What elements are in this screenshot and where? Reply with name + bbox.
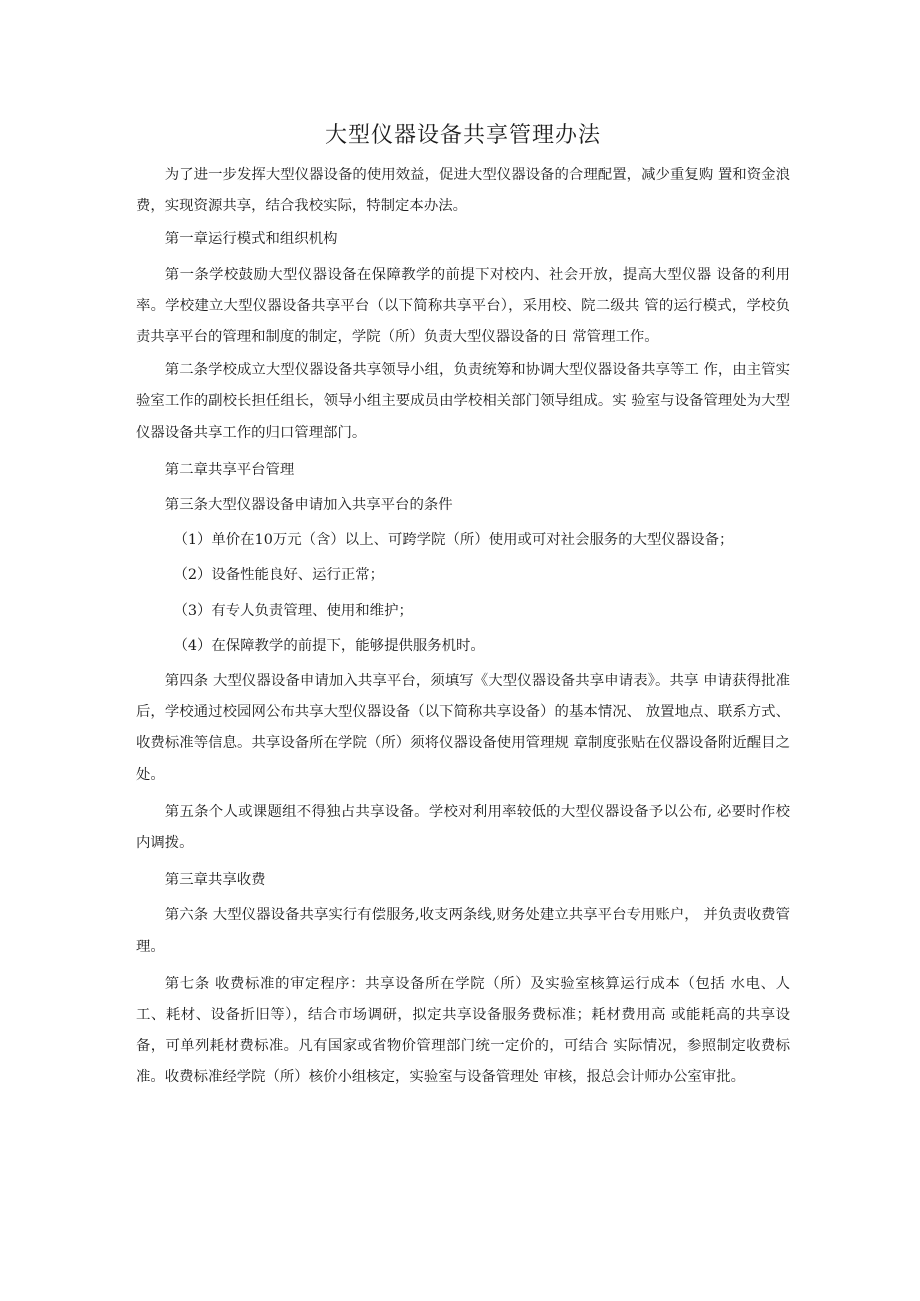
article-3: 第三条大型仪器设备申请加入共享平台的条件 bbox=[164, 497, 453, 514]
article-4: 第四条 大型仪器设备申请加入共享平台，须填写《大型仪器设备共享申请表》。共享 申请获得批准后，学校通过校园网公布共享大型仪器设备（以下简称共享设备）的基本情况、 放置地点、联系方式、收费标准等信息。共享设备所在学院（所）须将仪器设备使用管理规 章制度张贴在仪器设备附近醒目之处。 bbox=[136, 673, 790, 783]
article-3-item: （4）在保障教学的前提下，能够提供服务机时。 bbox=[173, 637, 485, 654]
article-3-item: （1）单价在10万元（含）以上、可跨学院（所）使用或可对社会服务的大型仪器设备； bbox=[173, 532, 734, 549]
article-2: 第二条学校成立大型仪器设备共享领导小组，负责统筹和协调大型仪器设备共享等工 作，由主管实验室工作的副校长担任组长，领导小组主要成员由学校相关部门领导组成。实 验室与设备管理处为大型仪器设备共享工作的归口管理部门。 bbox=[136, 362, 790, 441]
intro-paragraph: 为了进一步发挥大型仪器设备的使用效益，促进大型仪器设备的合理配置，减少重复购 置和资金浪费，实现资源共享，结合我校实际，特制定本办法。 bbox=[136, 167, 790, 215]
article-5: 第五条个人或课题组不得独占共享设备。学校对利用率较低的大型仪器设备予以公布, 必要时作校内调拨。 bbox=[136, 803, 790, 852]
article-3-item: （3）有专人负责管理、使用和维护； bbox=[173, 602, 413, 619]
chapter-3-heading: 第三章共享收费 bbox=[164, 872, 266, 889]
article-3-item: （2）设备性能良好、运行正常； bbox=[173, 567, 385, 584]
document-page bbox=[136, 118, 790, 1096]
article-1: 第一条学校鼓励大型仪器设备在保障教学的前提下对校内、社会开放，提高大型仪器 设备的利用率。学校建立大型仪器设备共享平台（以下简称共享平台），采用校、院二级共 管的运行模式，学校负责共享平台的管理和制度的制定，学院（所）负责大型仪器设备的日 常管理工作。 bbox=[136, 266, 790, 346]
chapter-2-heading: 第二章共享平台管理 bbox=[164, 461, 295, 478]
document-title: 大型仪器设备共享管理办法 bbox=[324, 123, 601, 148]
chapter-1-heading: 第一章运行模式和组织机构 bbox=[164, 231, 338, 248]
article-6: 第六条 大型仪器设备共享实行有偿服务,收支两条线,财务处建立共享平台专用账户， 并负责收费管理。 bbox=[136, 907, 790, 955]
article-7: 第七条 收费标准的审定程序：共享设备所在学院（所）及实验室核算运行成本（包括 水电、人工、耗材、设备折旧等），结合市场调研，拟定共享设备服务费标准；耗材费用高 或能耗高的共享设备，可单列耗材费标准。凡有国家或省物价管理部门统一定价的，可结合 实际情况，参照制定收费标准。收费标准经学院（所）核价小组核定，实验室与设备管理处 审核，报总会计师办公室审批。 bbox=[136, 975, 790, 1086]
